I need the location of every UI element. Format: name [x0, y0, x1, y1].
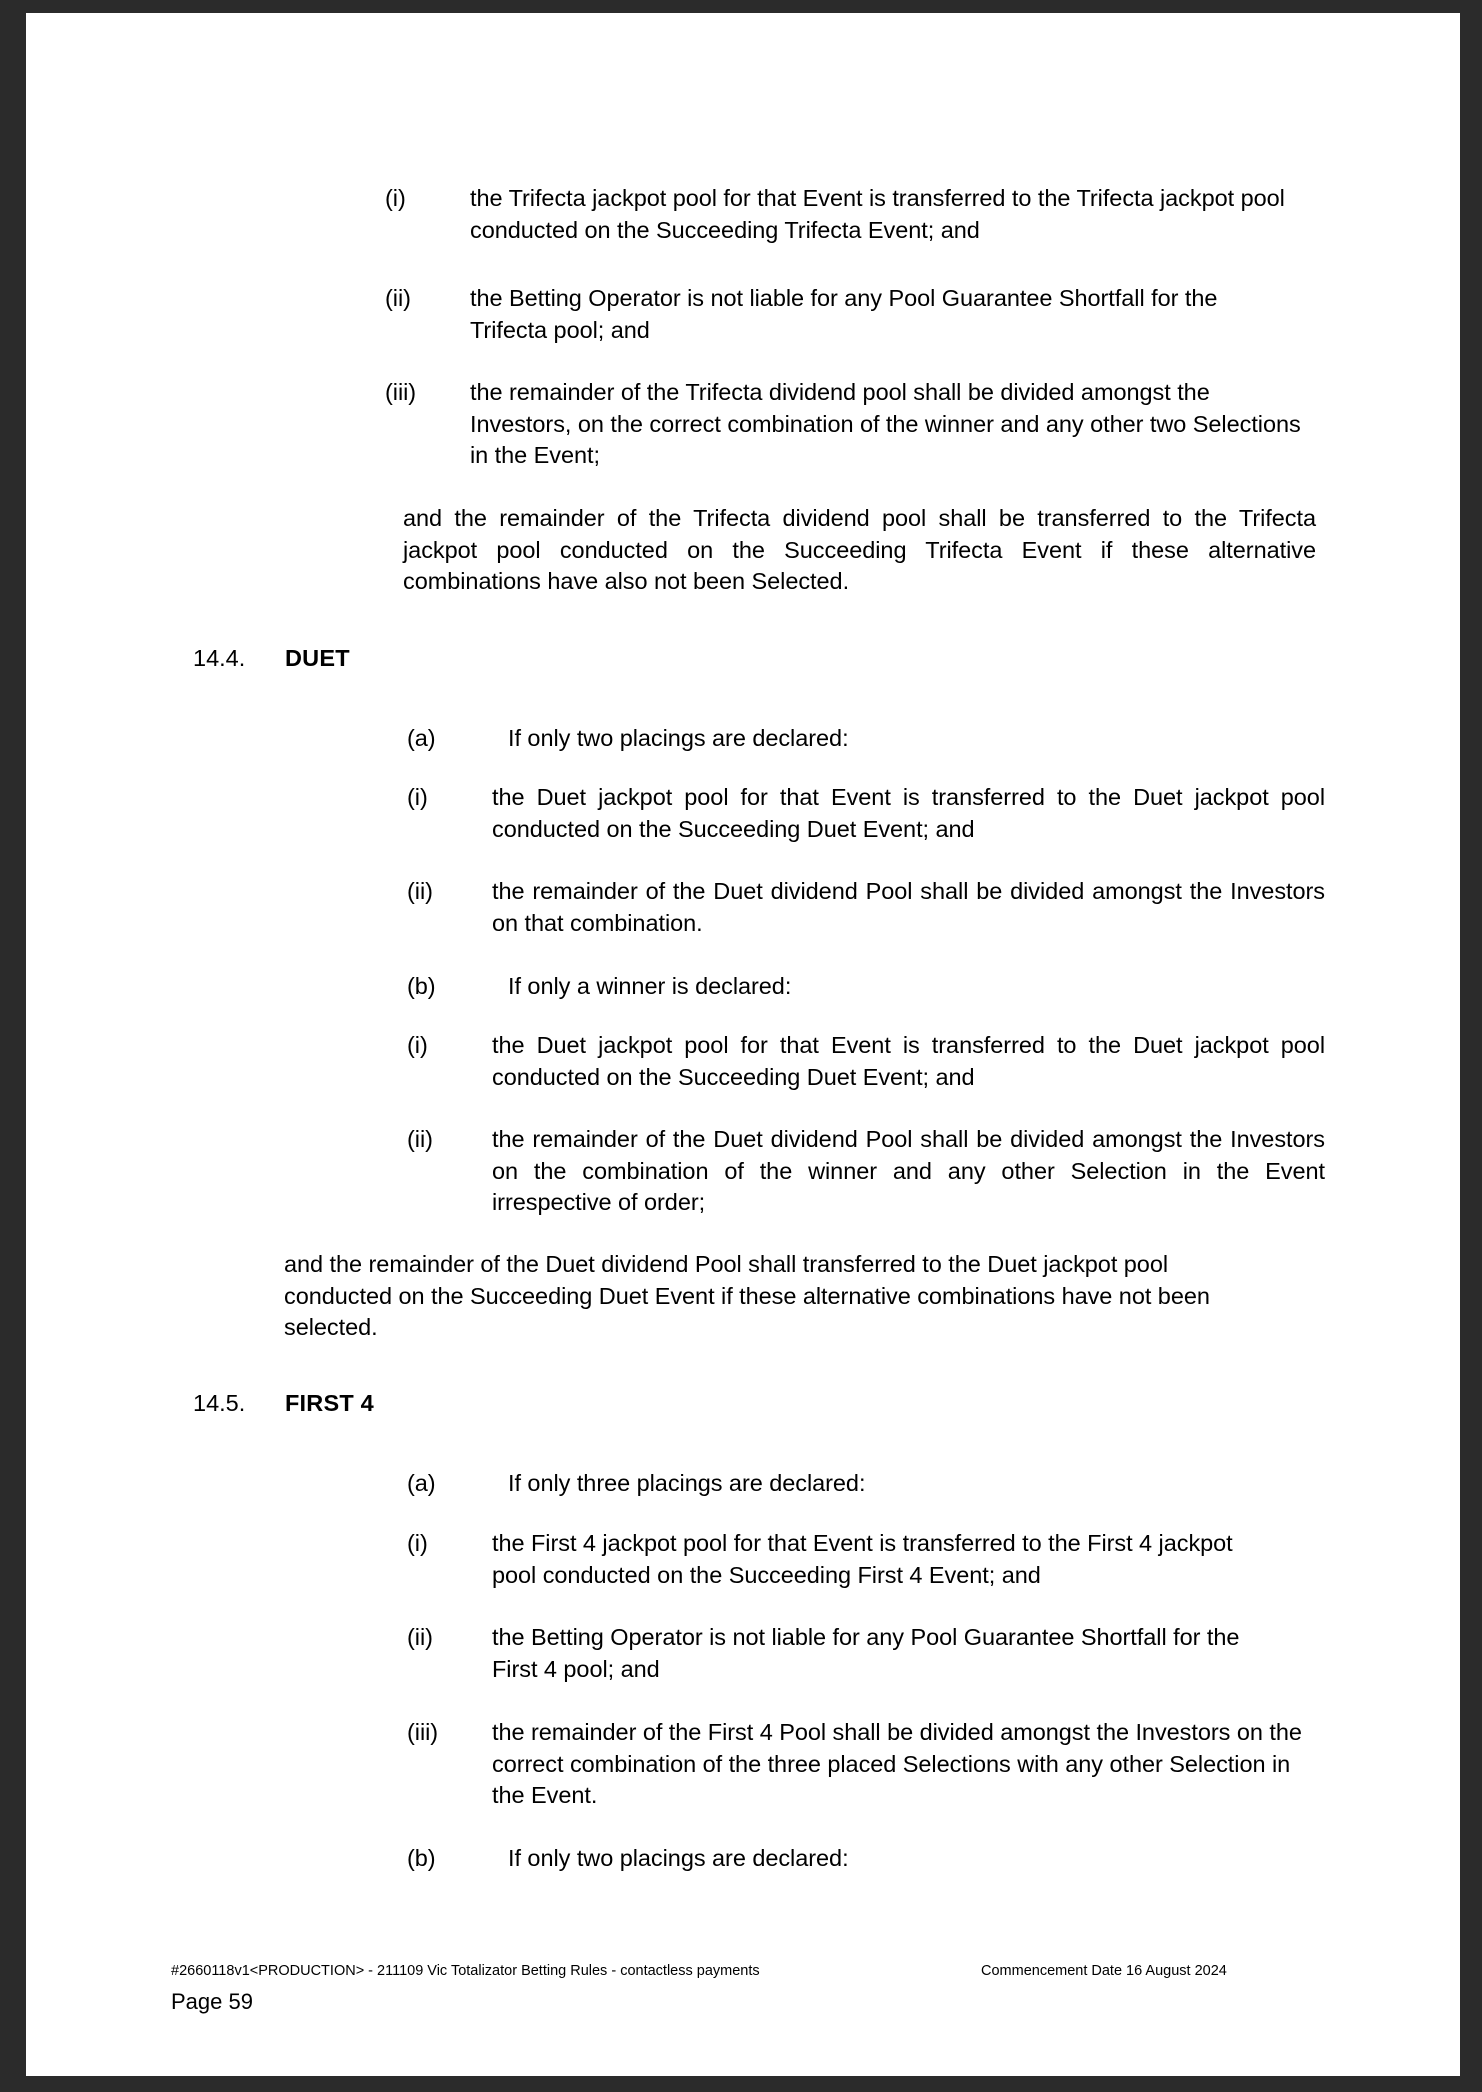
list-marker: (iii) — [407, 1719, 439, 1745]
list-item-text: the remainder of the Duet dividend Pool shall be divided amongst the Investors on that combination. — [492, 878, 1325, 936]
list-item-text: the Betting Operator is not liable for any Pool Guarantee Shortfall for the First 4 pool; and — [492, 1624, 1240, 1682]
list-marker: (i) — [407, 1032, 428, 1058]
list-marker: (iii) — [385, 379, 417, 405]
footer-commencement-date: Commencement Date 16 August 2024 — [981, 1963, 1227, 1979]
section-heading-first4 — [193, 1388, 793, 1418]
list-item-text: the Trifecta jackpot pool for that Event is transferred to the Trifecta jackpot pool conducted on the Succeeding Trifecta Event; and — [470, 185, 1285, 243]
section-title: FIRST 4 — [285, 1390, 374, 1416]
list-item — [407, 1717, 1315, 1812]
list-item-text: the remainder of the Duet dividend Pool shall be divided amongst the Investors on the combination of the winner and any other Selection in the Event irrespective of order; — [492, 1126, 1325, 1216]
list-item-text: the Duet jackpot pool for that Event is transferred to the Duet jackpot pool conducted on the Succeeding Duet Event; and — [492, 784, 1325, 842]
list-item-text: If only two placings are declared: — [508, 1845, 849, 1871]
list-marker: (i) — [407, 784, 428, 810]
section-number: 14.4. — [193, 645, 246, 671]
list-item-text: the Duet jackpot pool for that Event is transferred to the Duet jackpot pool conducted on the Succeeding Duet Event; and — [492, 1032, 1325, 1090]
list-marker: (ii) — [407, 1624, 433, 1650]
list-item-text: the Betting Operator is not liable for any Pool Guarantee Shortfall for the Trifecta pool; and — [470, 285, 1218, 343]
document-page — [26, 13, 1460, 2076]
list-item — [407, 1124, 1325, 1219]
footer-document-reference: #2660118v1<PRODUCTION> - 211109 Vic Totalizator Betting Rules - contactless payments — [171, 1963, 760, 1979]
list-item-text: If only three placings are declared: — [508, 1470, 866, 1496]
list-item — [407, 1030, 1325, 1093]
list-marker: (i) — [385, 185, 406, 211]
list-item-text: the First 4 jackpot pool for that Event is transferred to the First 4 jackpot pool conducted on the Succeeding First 4 Event; and — [492, 1530, 1233, 1588]
page-number: Page 59 — [171, 1989, 253, 2014]
list-item — [407, 1622, 1287, 1685]
section-heading-duet — [193, 643, 793, 673]
list-item — [407, 971, 1307, 1003]
list-item — [385, 283, 1285, 346]
list-item-text: If only a winner is declared: — [508, 973, 792, 999]
list-item — [407, 723, 1307, 755]
list-marker: (ii) — [407, 878, 433, 904]
list-item — [407, 782, 1325, 845]
trifecta-closing-paragraph: and the remainder of the Trifecta dividend pool shall be transferred to the Trifecta jackpot pool conducted on the Succeeding Trifecta Event if these alternative combinations have also not been Selected. — [403, 505, 1316, 595]
list-item — [385, 183, 1285, 246]
list-item — [407, 1843, 1307, 1875]
list-marker: (b) — [407, 1845, 436, 1871]
page-footer — [26, 1913, 1460, 2033]
list-item-text: the remainder of the First 4 Pool shall be divided amongst the Investors on the correct combination of the three placed Selections with any other Selection in the Event. — [492, 1719, 1302, 1809]
duet-closing-paragraph: and the remainder of the Duet dividend Pool shall transferred to the Duet jackpot pool conducted on the Succeeding Duet Event if these alternative combinations have not been selected. — [284, 1251, 1210, 1341]
list-item — [385, 377, 1301, 472]
list-marker: (i) — [407, 1530, 428, 1556]
list-item — [407, 1528, 1277, 1591]
list-item-text: If only two placings are declared: — [508, 725, 849, 751]
list-item-text: the remainder of the Trifecta dividend pool shall be divided amongst the Investors, on the correct combination of the winner and any other two Selections in the Event; — [470, 379, 1301, 469]
page-content — [26, 13, 1460, 1893]
list-item — [407, 876, 1325, 939]
list-marker: (ii) — [385, 285, 411, 311]
section-number: 14.5. — [193, 1390, 246, 1416]
list-marker: (a) — [407, 1470, 436, 1496]
list-item — [407, 1468, 1307, 1500]
list-marker: (ii) — [407, 1126, 433, 1152]
section-title: DUET — [285, 645, 350, 671]
list-marker: (b) — [407, 973, 436, 999]
list-marker: (a) — [407, 725, 436, 751]
